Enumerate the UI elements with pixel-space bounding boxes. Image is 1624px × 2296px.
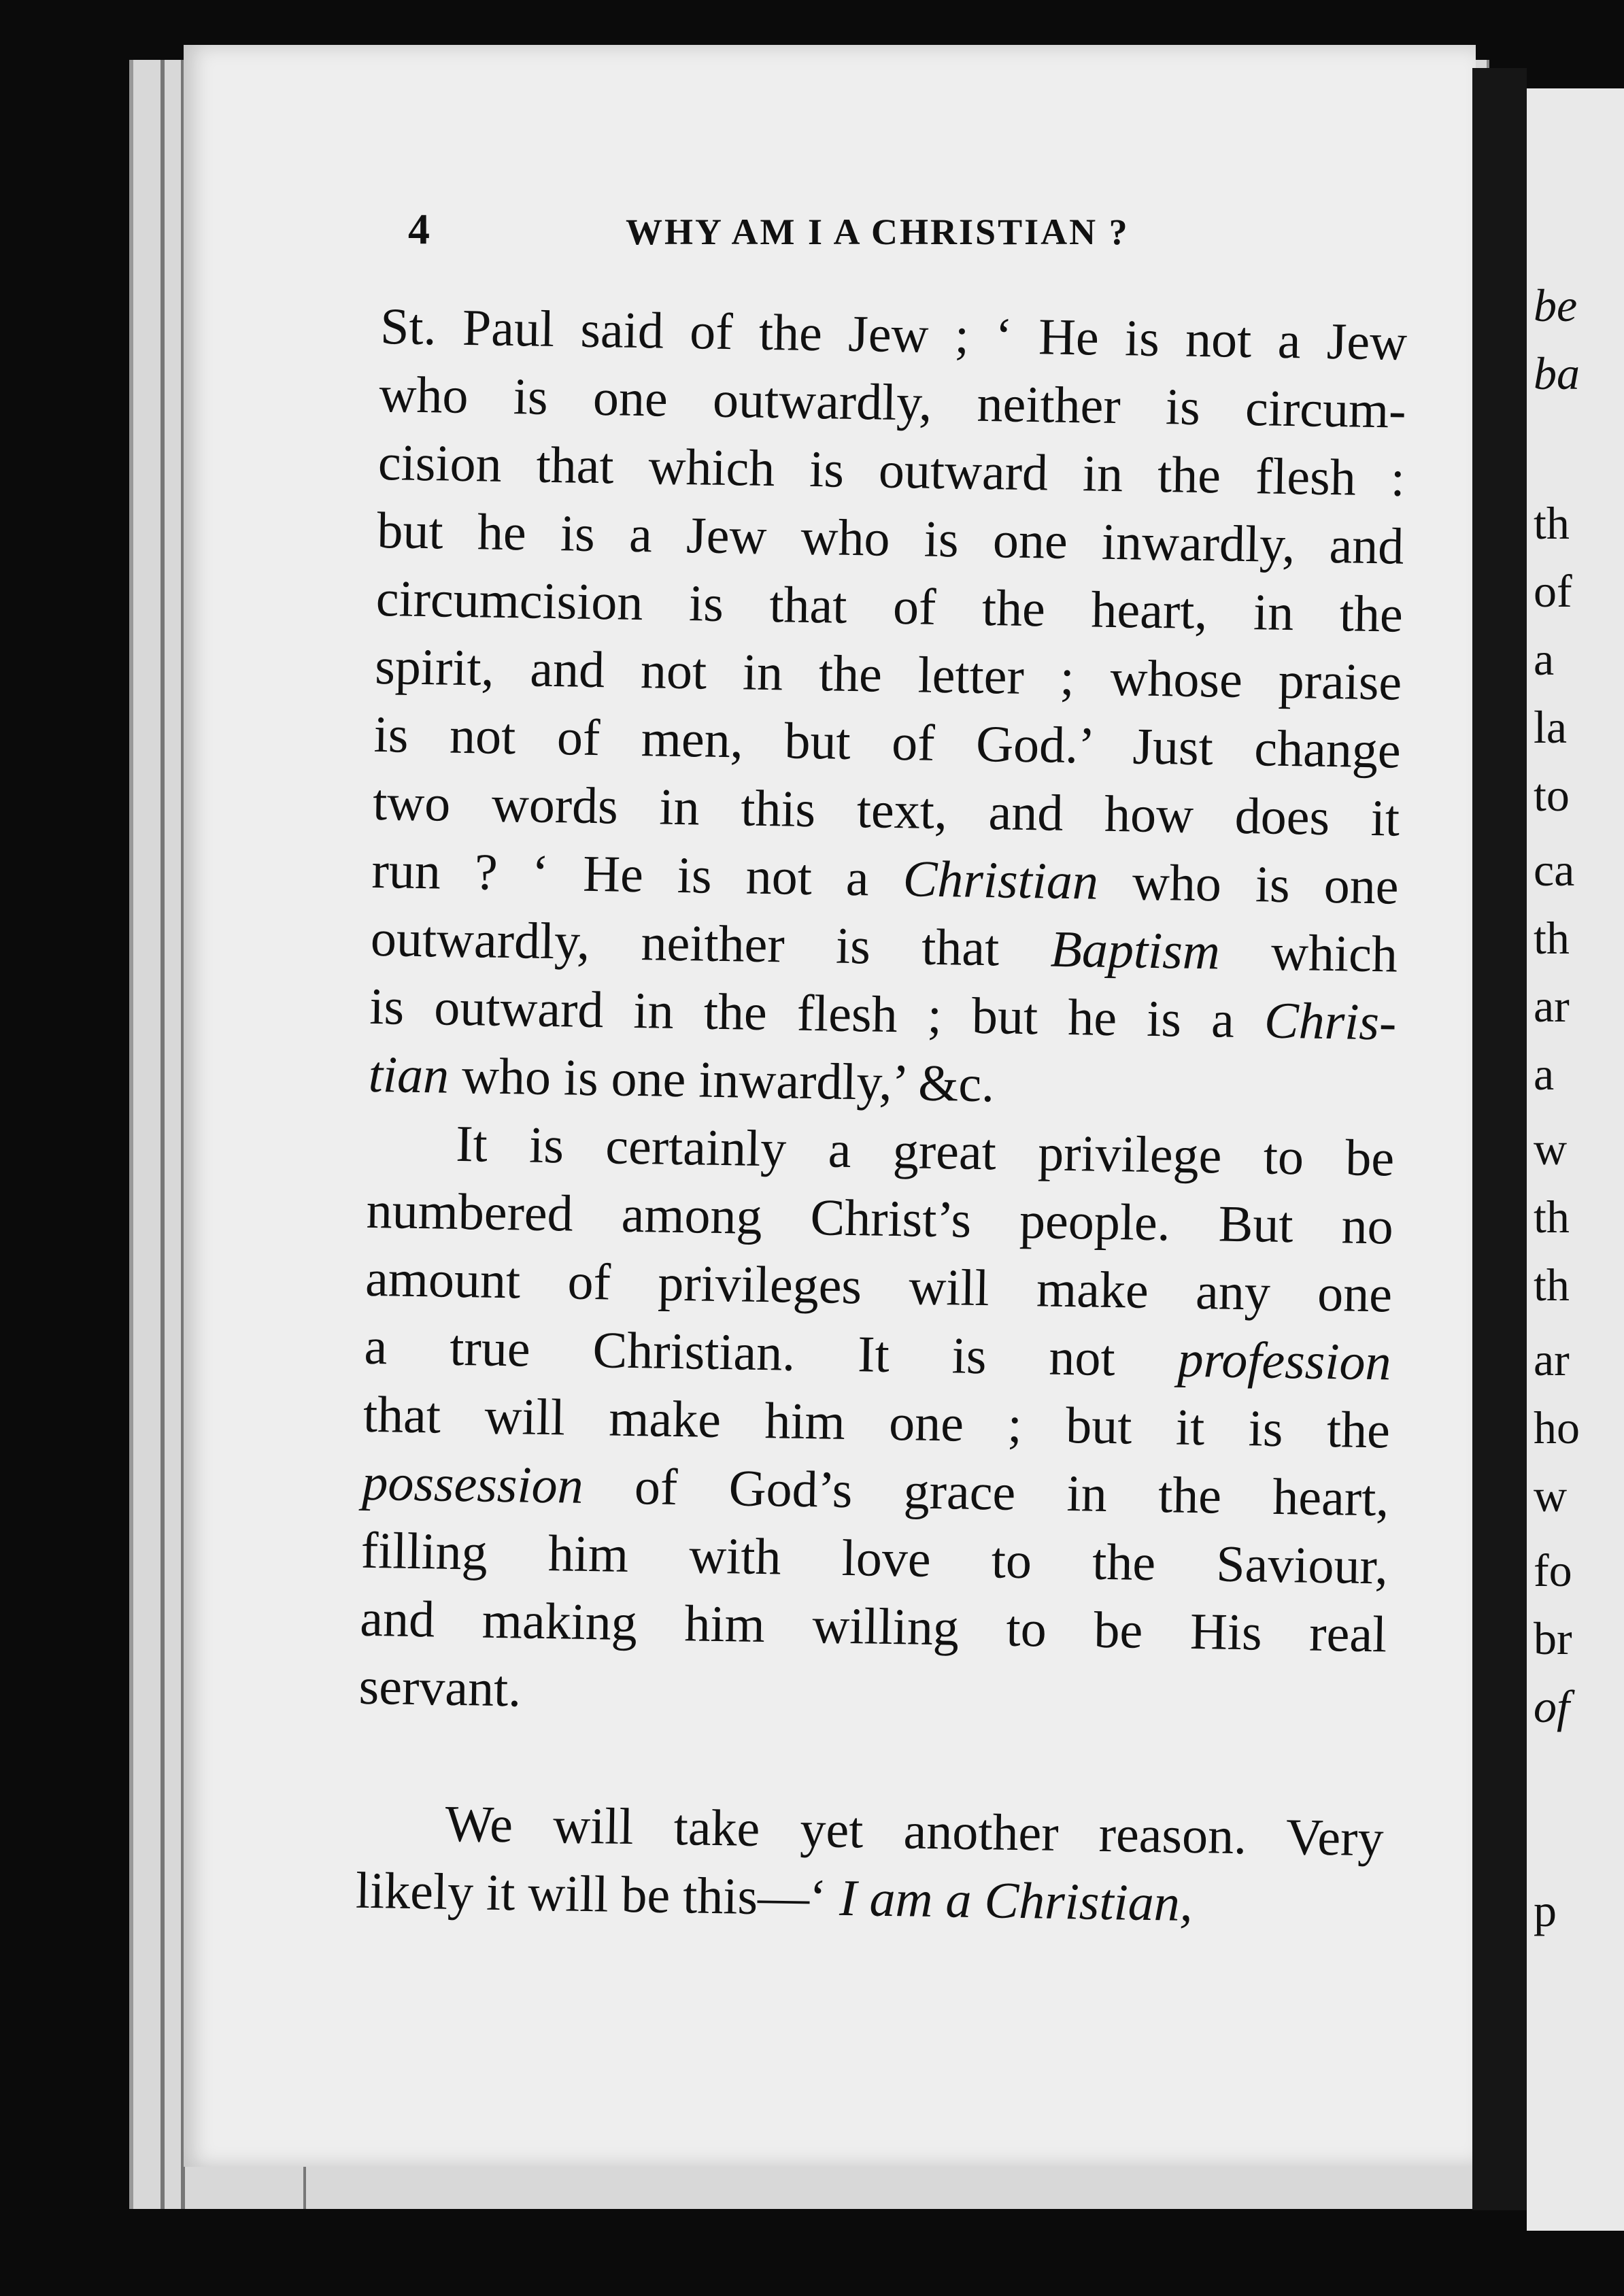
italic-text: I am a Christian, (839, 1869, 1194, 1933)
text-segment: cision that which is outward in the flesh : (377, 433, 1406, 507)
page-edge (160, 60, 165, 2209)
facing-page-fragment: ba (1534, 348, 1580, 399)
facing-page-fragment: a (1534, 633, 1555, 685)
italic-text: Christian (902, 850, 1099, 911)
text-segment: but he is a Jew who is one inwardly, and (376, 501, 1404, 575)
facing-page-fragment: of (1534, 1681, 1570, 1732)
facing-page-fragment: p (1534, 1885, 1557, 1936)
italic-text: Chris- (1264, 992, 1397, 1051)
facing-page-fragment: of (1534, 565, 1572, 617)
paragraph (355, 1789, 1384, 1941)
facing-page-fragment: br (1534, 1613, 1572, 1664)
text-segment: and making him willing to be His real (359, 1589, 1387, 1664)
body-text (355, 292, 1408, 1940)
facing-page-fragment: be (1534, 280, 1578, 331)
text-segment: two words in this text, and how does it (372, 773, 1400, 847)
page-header (408, 204, 1469, 265)
italic-text: Baptism (1049, 920, 1221, 981)
facing-page-fragment: a (1534, 1048, 1555, 1100)
running-title: WHY AM I A CHRISTIAN ? (626, 212, 1130, 252)
text-segment: who is one inwardly,’ &c. (448, 1047, 995, 1113)
text-segment: who is one outwardly, neither is circum- (378, 365, 1407, 439)
text-segment: likely it will be this—‘ (355, 1861, 841, 1927)
facing-page-fragment: ho (1534, 1402, 1580, 1453)
text-segment: is not of men, but of God.’ Just change (373, 705, 1402, 779)
text-segment: is outward in the flesh ; but he is a (369, 977, 1265, 1049)
facing-page-fragment: ar (1534, 980, 1570, 1032)
text-segment: a true Christian. It is not (363, 1317, 1179, 1388)
page-number: 4 (408, 205, 430, 253)
facing-page-fragment: w (1534, 1470, 1568, 1521)
facing-page-fragment: th (1534, 1259, 1570, 1311)
paragraph (358, 1109, 1395, 1737)
italic-text: tian (368, 1045, 450, 1104)
text-segment: amount of privileges will make any one (365, 1249, 1393, 1323)
text-segment: St. Paul said of the Jew ; ‘ He is not a Jew (379, 297, 1408, 371)
book-page-right (1527, 88, 1624, 2231)
text-segment: servant. (358, 1657, 522, 1718)
book-gutter (1472, 68, 1527, 2210)
text-segment: It is certainly a great privilege to be (455, 1115, 1395, 1187)
text-segment: filling him with love to the Saviour, (360, 1521, 1389, 1596)
paragraph (368, 292, 1408, 1125)
facing-page-fragment: ca (1534, 844, 1575, 896)
text-segment: which (1219, 923, 1398, 983)
text-segment: circumcision is that of the heart, in the (375, 569, 1404, 643)
facing-page-fragment: th (1534, 497, 1570, 549)
text-segment: that will make him one ; but it is the (362, 1385, 1391, 1459)
facing-page-fragment: w (1534, 1123, 1568, 1175)
facing-page-fragment: la (1534, 701, 1568, 753)
italic-text: possession (361, 1453, 584, 1515)
text-segment: of God’s grace in the heart, (582, 1457, 1389, 1527)
facing-page-fragment: to (1534, 769, 1570, 821)
text-segment: We will take yet another reason. Very (444, 1795, 1385, 1868)
facing-page-fragment: ar (1534, 1334, 1570, 1385)
facing-page-fragment: th (1534, 912, 1570, 964)
italic-text: profession (1177, 1330, 1392, 1391)
facing-page-fragment: fo (1534, 1544, 1572, 1596)
text-segment: outwardly, neither is that (370, 909, 1051, 978)
facing-page-fragment: th (1534, 1191, 1570, 1243)
text-segment: run ? ‘ He is not a (371, 841, 904, 908)
text-segment: numbered among Christ’s people. But no (366, 1181, 1394, 1255)
text-segment: spirit, and not in the letter ; whose praise (374, 637, 1402, 711)
text-segment: who is one (1098, 853, 1400, 915)
